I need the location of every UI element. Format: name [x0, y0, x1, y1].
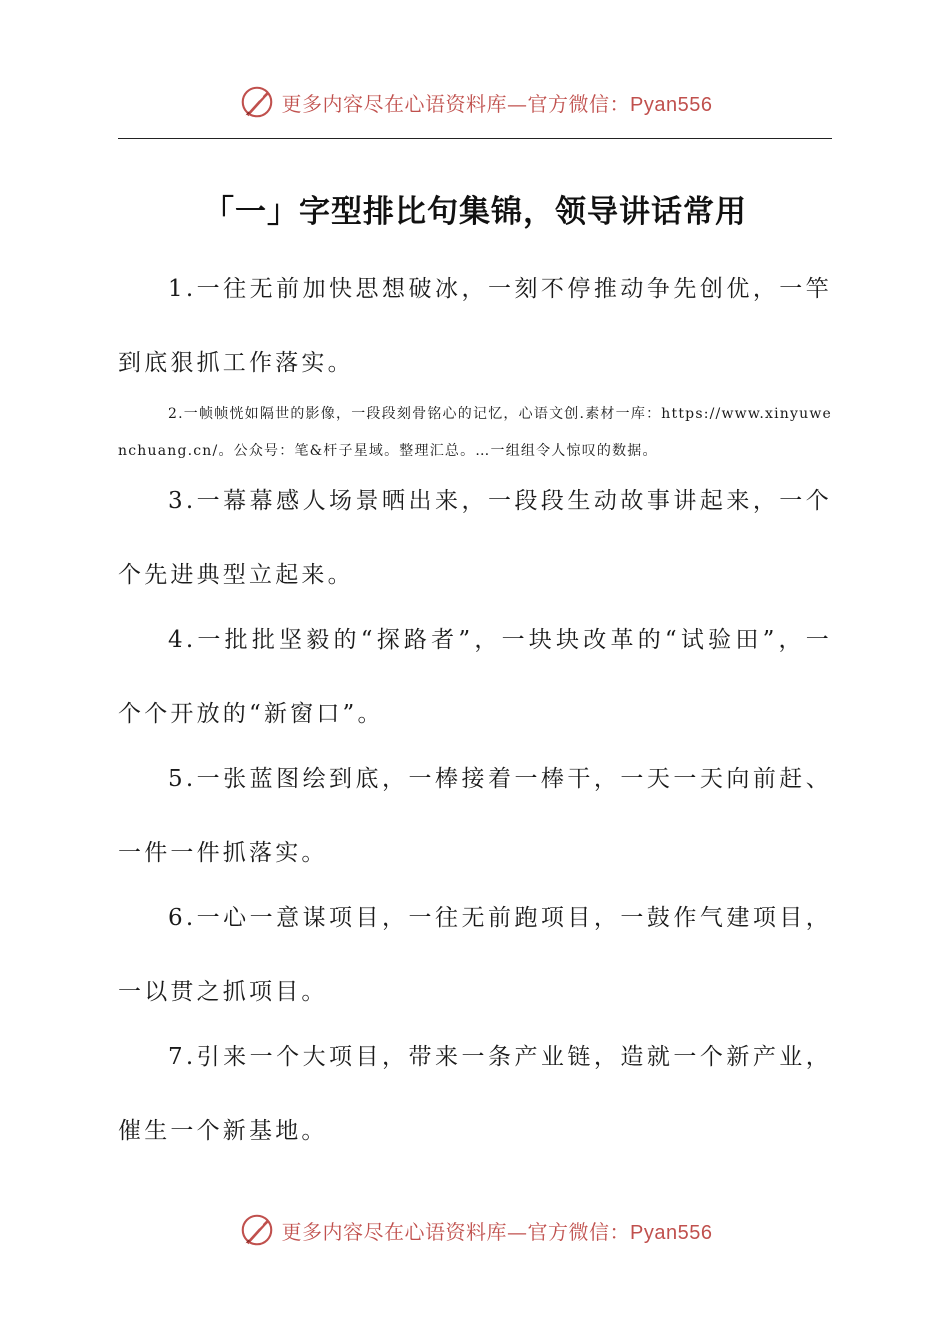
- footer-wechat-id: Pyan556: [630, 1221, 713, 1244]
- footer-banner-text: [282, 1216, 713, 1245]
- footer-banner-label: 更多内容尽在心语资料库—官方微信：: [281, 1219, 631, 1244]
- footer-banner: [0, 1208, 950, 1252]
- paragraph-5: 5.一张蓝图绘到底，一棒接着一棒干，一天一天向前赶、一件一件抓落实。: [118, 766, 832, 866]
- paragraph-2: 2.一帧帧恍如隔世的影像，一段段刻骨铭心的记忆，心语文创.素材一库：https://www.xinyuwenchuang.cn/。公众号：笔&杆子星域。整理汇总。…一组组令人惊叹的数据。: [118, 406, 832, 459]
- paragraph-3: 3.一幕幕感人场景晒出来，一段段生动故事讲起来，一个个先进典型立起来。: [118, 488, 832, 588]
- document-title: 「一」字型排比句集锦，领导讲话常用: [203, 194, 747, 230]
- pen-nib-logo-icon: [238, 83, 276, 121]
- header-banner: [0, 80, 950, 124]
- paragraph-7: 7.引来一个大项目，带来一条产业链，造就一个新产业，催生一个新基地。: [118, 1044, 832, 1144]
- header-banner-label: 更多内容尽在心语资料库—官方微信：: [281, 91, 631, 116]
- paragraph-6: 6.一心一意谋项目，一往无前跑项目，一鼓作气建项目，一以贯之抓项目。: [118, 905, 832, 1005]
- pen-nib-logo-icon: [238, 1211, 276, 1249]
- header-divider: [118, 138, 832, 139]
- header-wechat-id: Pyan556: [630, 93, 713, 116]
- header-banner-text: [282, 88, 713, 117]
- paragraph-4: 4.一批批坚毅的“探路者”，一块块改革的“试验田”，一个个开放的“新窗口”。: [118, 627, 832, 727]
- paragraph-1: 1.一往无前加快思想破冰，一刻不停推动争先创优，一竿到底狠抓工作落实。: [118, 276, 832, 376]
